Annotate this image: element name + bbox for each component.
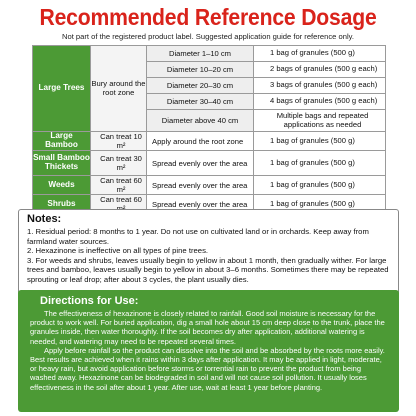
- method-cell: Apply around the root zone: [147, 132, 254, 151]
- dose-cell: 2 bags of granules (500 g each): [254, 62, 386, 78]
- category-large-trees: Large Trees: [33, 46, 91, 132]
- note-item: 1. Residual period: 8 months to 1 year. Do not use on cultivated land or in orchards. Keep away from farmland water sources.: [27, 227, 369, 246]
- category-weeds: Weeds: [33, 176, 91, 195]
- dose-cell: 1 bag of granules (500 g): [254, 46, 386, 62]
- dosage-table: [32, 45, 386, 214]
- dose-cell: 1 bag of granules (500 g): [254, 195, 386, 214]
- diameter-cell: Diameter 1–10 cm: [147, 46, 254, 62]
- dose-cell: 1 bag of granules (500 g): [254, 132, 386, 151]
- note-item: 2. Hexazinone is ineffective on all types of pine trees.: [27, 246, 209, 256]
- directions-paragraph: Apply before rainfall so the product can dissolve into the soil and be absorbed by the roots more easily. Best results are achieved when it rains within 3 days after application. It may be applied in light, moderate, or heavy rain, but avoid application before storms or torrential rain to prevent the product from being washed away. Hexazinone can be biodegraded in soil and will not cause soil pollution. It usually loses effectiveness in the soil after about 1 year. After use, wait at least 1 year before planting.: [30, 345, 385, 392]
- category-small-bamboo: Small Bamboo Thickets: [33, 151, 91, 176]
- area-cell: Can treat 30 m²: [91, 151, 147, 176]
- diameter-cell: Diameter 30–40 cm: [147, 94, 254, 110]
- diameter-cell: Diameter 10–20 cm: [147, 62, 254, 78]
- diameter-cell: Diameter above 40 cm: [147, 110, 254, 132]
- area-cell: Can treat 10 m²: [91, 132, 147, 151]
- area-cell: Can treat 60: [91, 195, 147, 214]
- notes-title: Notes:: [27, 213, 62, 225]
- category-large-bamboo: Large Bamboo: [33, 132, 91, 151]
- directions-paragraph: The effectiveness of hexazinone is closely related to rainfall. Good soil moisture is necessary for the product to work well. For buried application, dig a small hole about 15 cm deep close to the trunk, place the granules inside, then water thoroughly. If the soil becomes dry after application, additional watering is needed, and watering may need to be repeated several times.: [30, 309, 385, 346]
- note-item: 3. For weeds and shrubs, leaves usually begin to yellow in about 1 month, then gradually wither. For large trees and bamboo, leaves usually begin to yellow in about 3–6 months. Sometimes there may be repeated sprouting or leaf drop; after about 3 cycles, the plant usually dies.: [27, 255, 389, 284]
- area-cell: Can treat 60 m²: [91, 176, 147, 195]
- dose-cell: Multiple bags and repeated applications as needed: [254, 110, 386, 132]
- method-cell: Spread evenly over the area: [147, 195, 254, 214]
- method-cell: Spread evenly over the area: [147, 176, 254, 195]
- dose-cell: 1 bag of granules (500 g): [254, 151, 386, 176]
- large-trees-method: Bury around the root zone: [91, 46, 147, 132]
- table-row: [33, 176, 386, 195]
- table-row: [33, 132, 386, 151]
- table-row: [33, 46, 386, 62]
- page-subtitle: Not part of the registered product label. Suggested application guide for reference only.: [62, 32, 354, 41]
- page-title: Recommended Reference Dosage: [39, 4, 377, 30]
- directions-title: Directions for Use:: [40, 295, 139, 307]
- category-shrubs: Shrubs: [33, 195, 91, 214]
- dose-cell: 1 bag of granules (500 g): [254, 176, 386, 195]
- notes-box: [18, 209, 399, 295]
- directions-box: [18, 290, 399, 412]
- table-row: [33, 151, 386, 176]
- dose-cell: 4 bags of granules (500 g each): [254, 94, 386, 110]
- dose-cell: 3 bags of granules (500 g each): [254, 78, 386, 94]
- method-cell: Spread evenly over the area: [147, 151, 254, 176]
- diameter-cell: Diameter 20–30 cm: [147, 78, 254, 94]
